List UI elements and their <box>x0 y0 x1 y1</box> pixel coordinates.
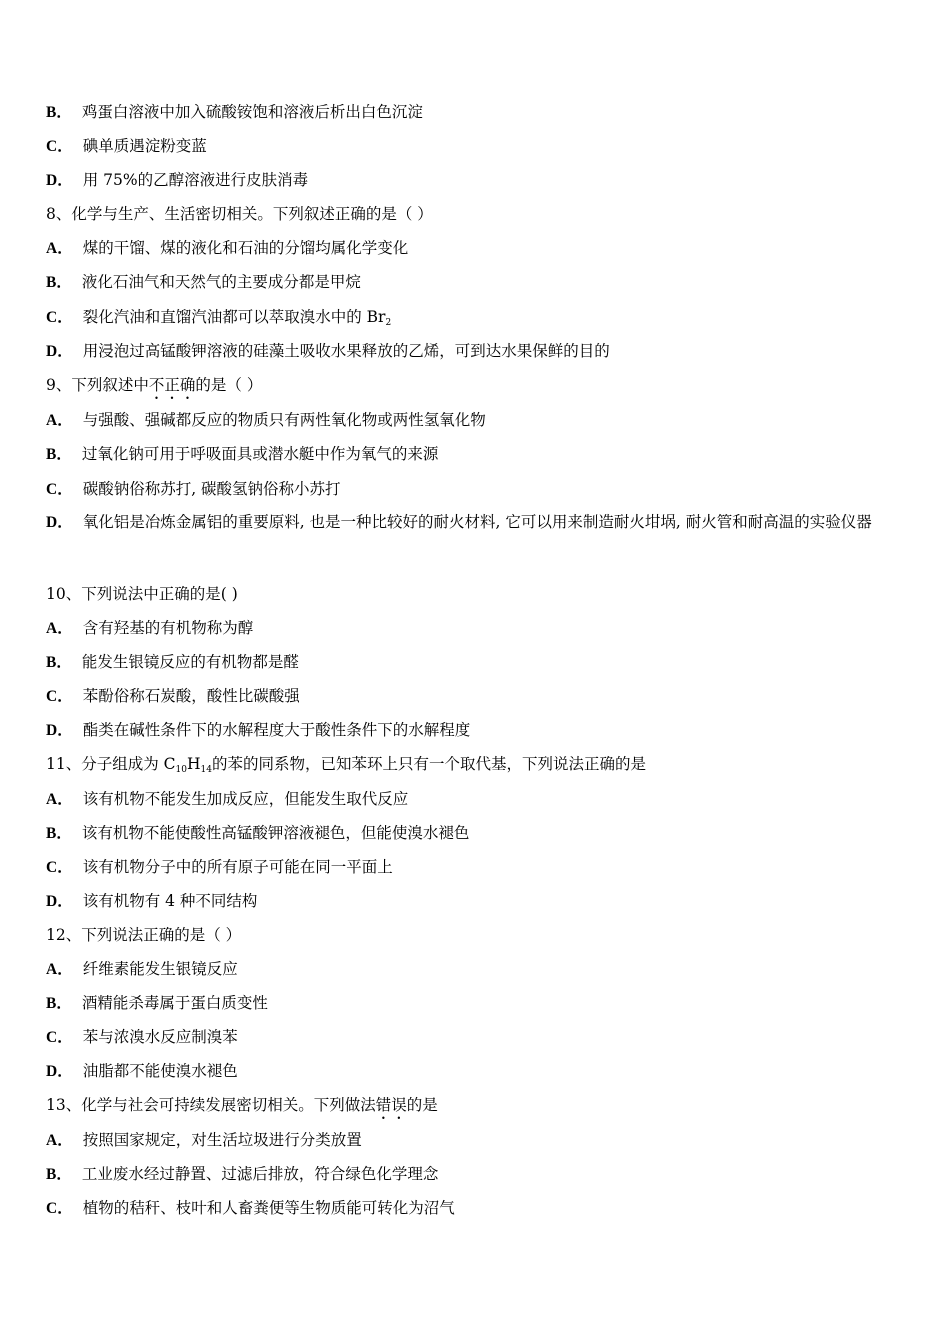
option-text: 氧化铝是冶炼金属铝的重要原料, 也是一种比较好的耐火材料, 它可以用来制造耐火坩埚, 耐火管和耐高温的实验仪器 <box>82 513 872 531</box>
option-text: 按照国家规定，对生活垃圾进行分类放置 <box>82 1131 362 1149</box>
option-line <box>46 1061 238 1082</box>
option-line <box>46 686 300 707</box>
option-line <box>46 341 610 362</box>
option-text: 能发生银镜反应的有机物都是醛 <box>81 653 299 671</box>
option-label: A． <box>46 412 73 429</box>
option-text: 碳酸钠俗称苏打, 碳酸氢钠俗称小苏打 <box>82 480 341 498</box>
option-line <box>46 479 341 500</box>
option-text: 工业废水经过静置、过滤后排放，符合绿色化学理念 <box>81 1165 439 1183</box>
option-line <box>46 170 308 191</box>
option-text: 与强酸、强碱都反应的物质只有两性氧化物或两性氢氧化物 <box>82 411 486 429</box>
option-line <box>46 410 486 431</box>
subscript: 10 <box>175 765 187 775</box>
option-label: B． <box>46 274 72 291</box>
option-line <box>46 618 253 639</box>
option-text: 纤维素能发生银镜反应 <box>82 960 238 978</box>
option-text: 酒精能杀毒属于蛋白质变性 <box>81 994 268 1012</box>
option-label: C． <box>46 1200 73 1217</box>
option-label: B． <box>46 825 72 842</box>
option-line <box>46 891 257 912</box>
option-label: D． <box>46 172 73 189</box>
option-line <box>46 444 438 465</box>
stem-text: 的苯的同系物，已知苯环上只有一个取代基，下列说法正确的是 <box>211 755 646 773</box>
question-9-stem <box>46 375 262 403</box>
option-label: B． <box>46 104 72 121</box>
option-text: 用浸泡过高锰酸钾溶液的硅藻土吸收水果释放的乙烯，可到达水果保鲜的目的 <box>82 342 610 360</box>
option-text: 用 75%的乙醇溶液进行皮肤消毒 <box>82 171 309 189</box>
option-label: C． <box>46 481 73 498</box>
option-label: A． <box>46 1132 73 1149</box>
option-label: D． <box>46 1063 73 1080</box>
stem-text: 的是（ ） <box>195 376 263 394</box>
question-11-stem <box>46 754 646 780</box>
option-label: D． <box>46 514 73 531</box>
option-label: B． <box>46 446 72 463</box>
option-line <box>46 1198 455 1219</box>
option-text: 植物的秸秆、枝叶和人畜粪便等生物质能可转化为沼气 <box>82 1199 455 1217</box>
option-label: D． <box>46 343 73 360</box>
option-label: C． <box>46 688 73 705</box>
subscript: 2 <box>385 318 392 328</box>
option-label: C． <box>46 859 73 876</box>
option-line <box>46 1027 238 1048</box>
stem-text: 的是 <box>406 1096 438 1114</box>
option-line <box>46 238 408 259</box>
option-line <box>46 789 408 810</box>
stem-text: 13、化学与社会可持续发展密切相关。下列做法 <box>46 1096 376 1114</box>
option-line <box>46 102 423 123</box>
option-label: D． <box>46 893 73 910</box>
option-line <box>46 857 393 878</box>
option-line <box>46 993 268 1014</box>
option-label: A． <box>46 961 73 978</box>
option-label: B． <box>46 1166 72 1183</box>
option-text: 裂化汽油和直馏汽油都可以萃取溴水中的 Br <box>82 308 386 326</box>
option-text: 煤的干馏、煤的液化和石油的分馏均属化学变化 <box>82 239 409 257</box>
option-label: C． <box>46 1029 73 1046</box>
question-13-stem <box>46 1095 438 1123</box>
option-line <box>46 959 238 980</box>
option-label: B． <box>46 995 72 1012</box>
option-label: A． <box>46 791 73 808</box>
stem-text: 9、下列叙述中 <box>46 376 149 394</box>
option-label: B． <box>46 654 72 671</box>
option-text: 过氧化钠可用于呼吸面具或潜水艇中作为氧气的来源 <box>81 445 439 463</box>
option-text: 液化石油气和天然气的主要成分都是甲烷 <box>81 273 361 291</box>
option-text: 该有机物不能使酸性高锰酸钾溶液褪色，但能使溴水褪色 <box>81 824 470 842</box>
emphasis-text: 不正确 <box>148 376 196 394</box>
question-12-stem: 12、下列说法正确的是（ ） <box>46 926 242 944</box>
option-text: 碘单质遇淀粉变蓝 <box>82 137 207 155</box>
option-line <box>46 652 299 673</box>
option-text: 苯与浓溴水反应制溴苯 <box>82 1028 238 1046</box>
emphasis-text: 错误 <box>375 1096 407 1114</box>
option-line <box>46 136 207 157</box>
option-text: 该有机物不能发生加成反应，但能发生取代反应 <box>82 790 409 808</box>
option-text: 含有羟基的有机物称为醇 <box>82 619 254 637</box>
option-line <box>46 1164 438 1185</box>
option-label: C． <box>46 138 73 155</box>
question-8-stem: 8、化学与生产、生活密切相关。下列叙述正确的是（ ） <box>46 205 433 223</box>
option-line <box>46 720 470 741</box>
option-line-wrapped <box>46 504 908 541</box>
option-line <box>46 823 469 844</box>
option-line <box>46 1130 362 1151</box>
question-10-stem: 10、下列说法中正确的是( ) <box>46 585 238 603</box>
option-text: 该有机物分子中的所有原子可能在同一平面上 <box>82 858 393 876</box>
option-text: 酯类在碱性条件下的水解程度大于酸性条件下的水解程度 <box>82 721 471 739</box>
option-line <box>46 272 361 293</box>
stem-text: H <box>186 755 201 773</box>
option-label: C． <box>46 309 73 326</box>
option-text: 鸡蛋白溶液中加入硫酸铵饱和溶液后析出白色沉淀 <box>81 103 423 121</box>
option-text: 苯酚俗称石炭酸，酸性比碳酸强 <box>82 687 300 705</box>
option-label: A． <box>46 620 73 637</box>
subscript: 14 <box>200 765 212 775</box>
option-text: 该有机物有 4 种不同结构 <box>82 892 258 910</box>
option-text: 油脂都不能使溴水褪色 <box>82 1062 238 1080</box>
option-label: A． <box>46 240 73 257</box>
option-line <box>46 307 391 333</box>
option-label: D． <box>46 722 73 739</box>
stem-text: 11、分子组成为 C <box>46 755 176 773</box>
